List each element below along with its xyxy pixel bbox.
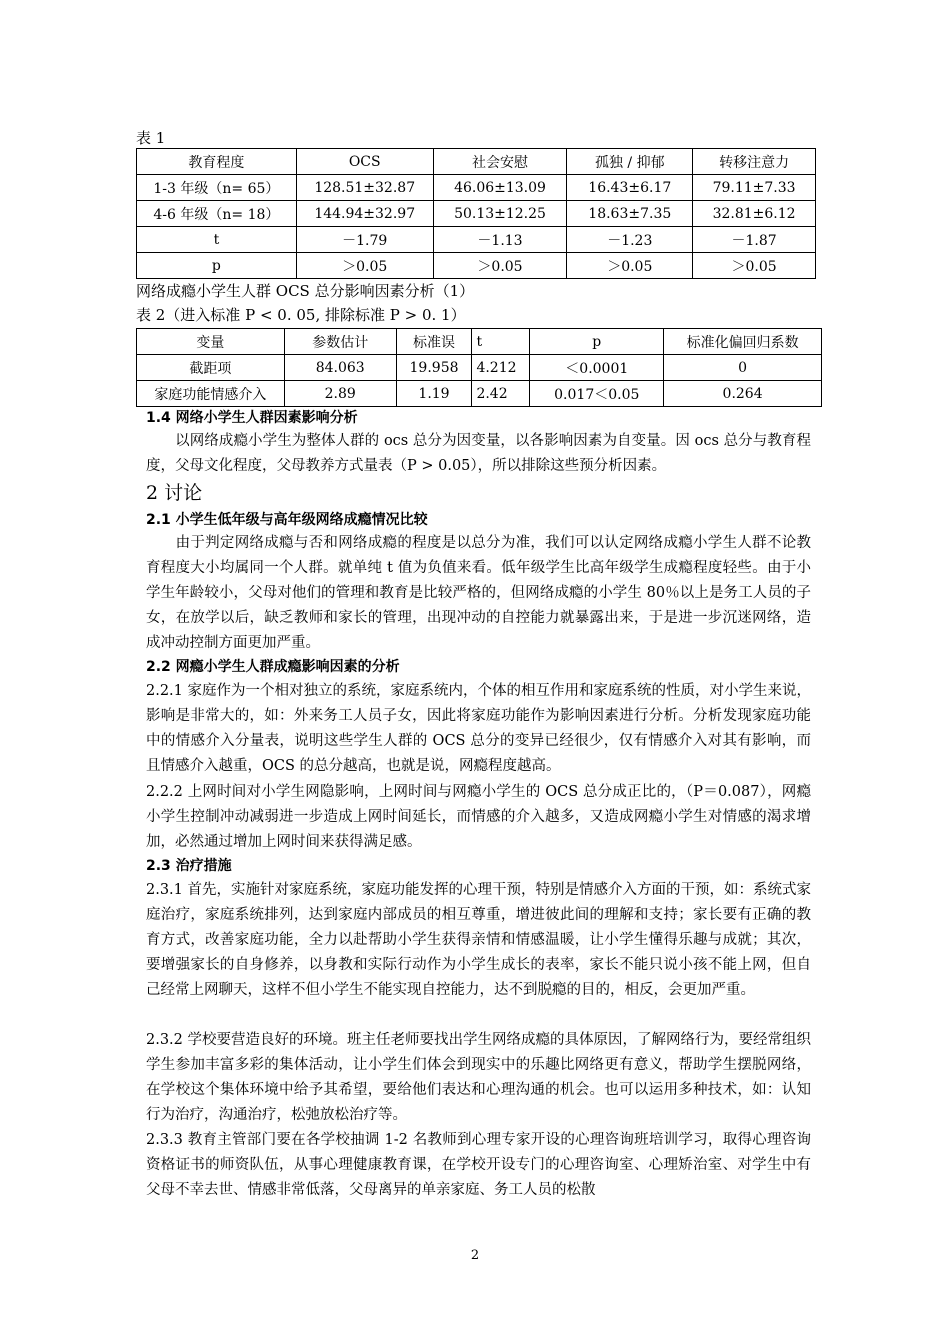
- table-cell: －1.79: [296, 227, 433, 253]
- table2-header-cell: 标准化偏回归系数: [664, 329, 822, 355]
- table2-header-cell: 参数估计: [284, 329, 396, 355]
- table-cell: 46.06±13.09: [433, 175, 567, 201]
- table2-header-cell: p: [530, 329, 664, 355]
- table-cell: 32.81±6.12: [693, 201, 816, 227]
- table-row: [137, 227, 816, 253]
- table-cell: 2.89: [284, 381, 396, 407]
- table2-header-cell: 变量: [137, 329, 285, 355]
- section-2-3-3-paragraph: 2.3.3 教育主管部门要在各学校抽调 1-2 名教师到心理专家开设的心理咨询班培训学习，取得心理咨询资格证书的师资队伍，从事心理健康教育课，在学校开设专门的心理咨询室、心理矫治室、对学生中有父母不幸去世、情感非常低落，父母离异的单亲家庭、务工人员的松散: [146, 1132, 811, 1198]
- table-cell: ＞0.05: [433, 253, 567, 279]
- page-number: 2: [470, 1248, 480, 1263]
- table-cell: 128.51±32.87: [296, 175, 433, 201]
- table-cell: 16.43±6.17: [567, 175, 693, 201]
- table2-header-cell: t: [472, 329, 530, 355]
- section-2-3-2-paragraph: 2.3.2 学校要营造良好的环境。班主任老师要找出学生网络成瘾的具体原因，了解网络行为，要经常组织学生参加丰富多彩的集体活动，让小学生们体会到现实中的乐趣比网络更有意义，帮助学生摆脱网络，在学校这个集体环境中给予其希望，要给他们表达和心理沟通的机会。也可以运用多种技术，如：认知行为治疗，沟通治疗，松弛放松治疗等。: [146, 1032, 811, 1123]
- table2-title: 网络成瘾小学生人群 OCS 总分影响因素分析（1）: [136, 282, 475, 300]
- table-cell: ＜0.0001: [530, 355, 664, 381]
- table-cell: p: [137, 253, 297, 279]
- table-cell: 50.13±12.25: [433, 201, 567, 227]
- table-cell: 1-3 年级（n= 65）: [137, 175, 297, 201]
- table1-header-cell: 孤独 / 抑郁: [567, 149, 693, 175]
- table1-header-row: [137, 149, 816, 175]
- section-2-2-2-paragraph: 2.2.2 上网时间对小学生网隐影响，上网时间与网瘾小学生的 OCS 总分成正比的，（P＝0.087），网瘾小学生控制冲动减弱进一步造成上网时间延长，而情感的介入越多，又造成网瘾小学生对情感的渴求增加，必然通过增加上网时间来获得满足感。: [146, 784, 811, 850]
- section-1-4-paragraph: 以网络成瘾小学生为整体人群的 ocs 总分为因变量，以各影响因素为自变量。因 ocs 总分与教育程度，父母文化程度，父母教养方式量表（P > 0.05），所以排除这些预分析因素。: [146, 433, 811, 474]
- table-row: [137, 175, 816, 201]
- table1-header-cell: 教育程度: [137, 149, 297, 175]
- table-cell: ＞0.05: [296, 253, 433, 279]
- table-cell: 2.42: [472, 381, 530, 407]
- table2-header-cell: 标准误: [396, 329, 472, 355]
- table-cell: ＞0.05: [567, 253, 693, 279]
- table-cell: 1.19: [396, 381, 472, 407]
- table-row: [137, 201, 816, 227]
- table-cell: ＞0.05: [693, 253, 816, 279]
- table-cell: 家庭功能情感介入: [137, 381, 285, 407]
- table2-header-row: [137, 329, 822, 355]
- table-cell: 84.063: [284, 355, 396, 381]
- section-1-4-heading: 1.4 网络小学生人群因素影响分析: [146, 410, 358, 426]
- table2-caption: 表 2（进入标准 P < 0. 05, 排除标准 P > 0. 1）: [136, 306, 466, 324]
- table-cell: 144.94±32.97: [296, 201, 433, 227]
- section-2-3-1-paragraph: 2.3.1 首先，实施针对家庭系统，家庭功能发挥的心理干预，特别是情感介入方面的干预，如：系统式家庭治疗，家庭系统排列，达到家庭内部成员的相互尊重，增进彼此间的理解和支持；家长要有正确的教育方式，改善家庭功能，全力以赴帮助小学生获得亲情和情感温暖，让小学生懂得乐趣与成就；其次，要增强家长的自身修养，以身教和实际行动作为小学生成长的表率，家长不能只说小孩不能上网，但自己经常上网聊天，这样不但小学生不能实现自控能力，达不到脱瘾的目的，相反，会更加严重。: [146, 882, 811, 998]
- table1-header-cell: 转移注意力: [693, 149, 816, 175]
- table-cell: t: [137, 227, 297, 253]
- table-cell: 4.212: [472, 355, 530, 381]
- section-2-1-paragraph: 由于判定网络成瘾与否和网络成瘾的程度是以总分为准，我们可以认定网络成瘾小学生人群不论教育程度大小均属同一个人群。就单纯 t 值为负值来看。低年级学生比高年级学生成瘾程度轻些。由于小学生年龄较小，父母对他们的管理和教育是比较严格的，但网络成瘾的小学生 80％以上是务工人员的子女，在放学以后，缺乏教师和家长的管理，出现冲动的自控能力就暴露出来，于是进一步沉迷网络，造成冲动控制方面更加严重。: [146, 535, 811, 651]
- section-2-2-heading: 2.2 网瘾小学生人群成瘾影响因素的分析: [146, 659, 400, 675]
- section-2-3-heading: 2.3 治疗措施: [146, 858, 232, 874]
- table-row: [137, 355, 822, 381]
- table2: [136, 328, 822, 407]
- table-cell: 4-6 年级（n= 18）: [137, 201, 297, 227]
- table-cell: 0.017＜0.05: [530, 381, 664, 407]
- section-2-heading: 2 讨论: [146, 482, 203, 504]
- section-2-2-1-paragraph: 2.2.1 家庭作为一个相对独立的系统，家庭系统内，个体的相互作用和家庭系统的性质，对小学生来说，影响是非常大的，如：外来务工人员子女，因此将家庭功能作为影响因素进行分析。分析发现家庭功能中的情感介入分量表，说明这些学生人群的 OCS 总分的变异已经很少，仅有情感介入对其有影响，而且情感介入越重，OCS 的总分越高，也就是说，网瘾程度越高。: [146, 683, 811, 774]
- table1-header-cell: 社会安慰: [433, 149, 567, 175]
- table1-header-cell: OCS: [296, 149, 433, 175]
- table-row: [137, 253, 816, 279]
- table-cell: 0: [664, 355, 822, 381]
- table-cell: －1.23: [567, 227, 693, 253]
- table1: [136, 148, 816, 279]
- table-cell: －1.87: [693, 227, 816, 253]
- table-row: [137, 381, 822, 407]
- table-cell: 79.11±7.33: [693, 175, 816, 201]
- table-cell: 截距项: [137, 355, 285, 381]
- table1-caption: 表 1: [136, 129, 166, 147]
- table-cell: 0.264: [664, 381, 822, 407]
- table-cell: 19.958: [396, 355, 472, 381]
- table-cell: －1.13: [433, 227, 567, 253]
- section-2-1-heading: 2.1 小学生低年级与高年级网络成瘾情况比较: [146, 512, 428, 528]
- table-cell: 18.63±7.35: [567, 201, 693, 227]
